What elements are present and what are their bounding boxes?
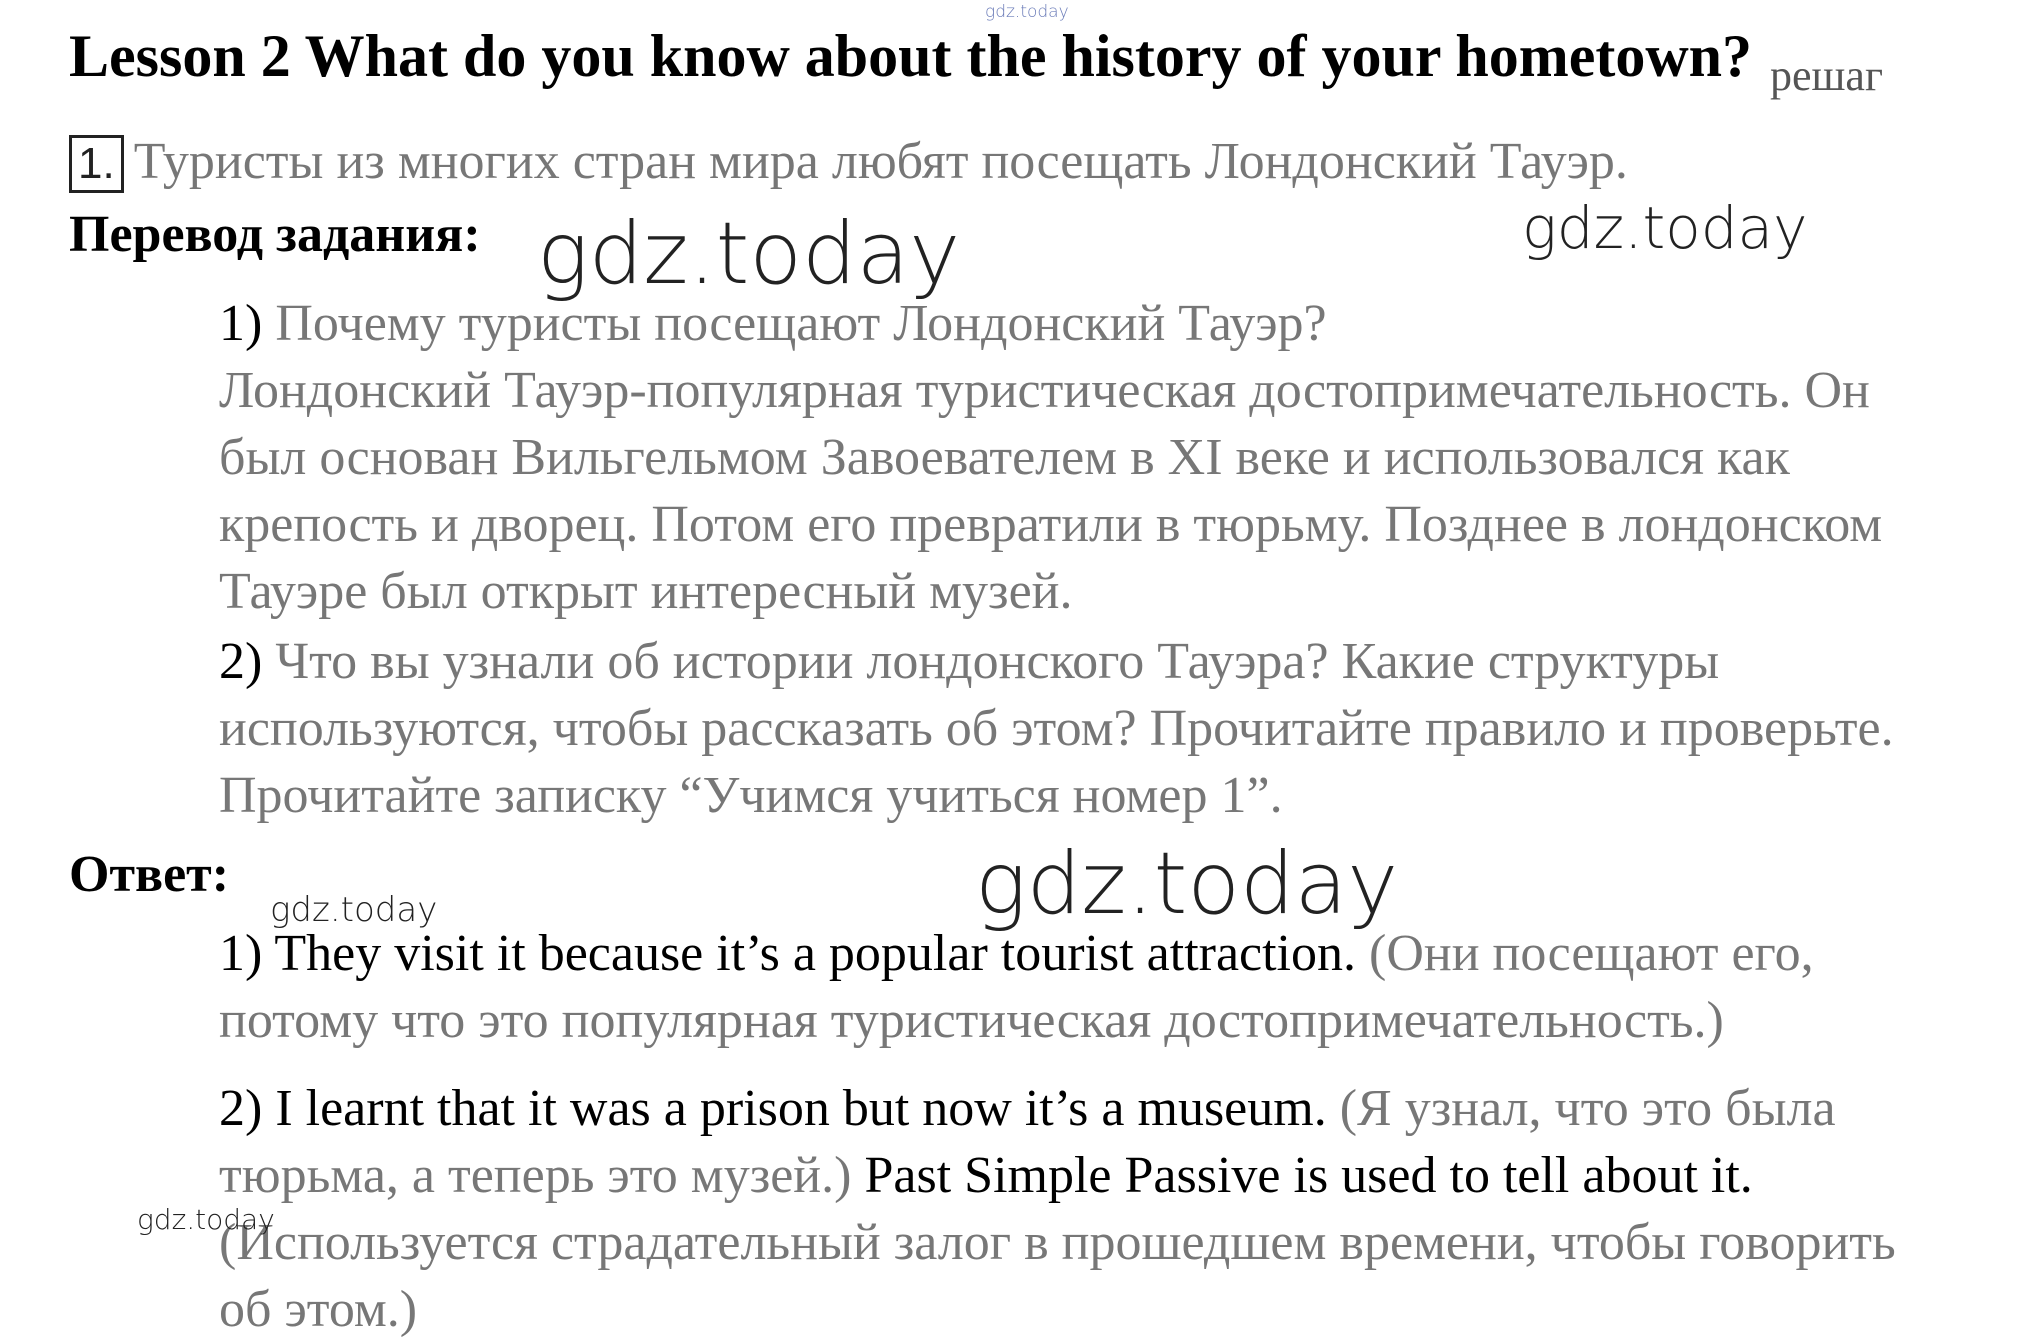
answer-2-english: I learnt that it was a prison but now it’s a museum. bbox=[275, 1080, 1327, 1137]
exercise-statement bbox=[69, 132, 1628, 193]
answer-2-russian: (Я узнал, что это была тюрьма, а теперь это музей.) bbox=[219, 1080, 1836, 1204]
answer-label: Ответ: bbox=[69, 846, 230, 903]
answer-1 bbox=[69, 920, 1949, 1054]
lesson-title: Lesson 2 What do you know about the history of your hometown? bbox=[69, 23, 1753, 89]
watermark-small-1: gdz.today bbox=[270, 890, 438, 930]
watermark-large-2: gdz.today bbox=[1522, 194, 1808, 262]
question-2-line bbox=[69, 628, 1949, 829]
answer-1-number: 1) bbox=[219, 925, 263, 982]
answer-1-line bbox=[69, 920, 1949, 1054]
exercise-number: 1. bbox=[69, 135, 124, 193]
answer-2-number: 2) bbox=[219, 1080, 263, 1137]
answer-2-line bbox=[69, 1075, 1949, 1343]
answer-2-english-extra: Past Simple Passive is used to tell about it. bbox=[864, 1147, 1753, 1204]
answer-2 bbox=[69, 1075, 1949, 1343]
watermark-small-2: gdz.today bbox=[137, 1203, 275, 1236]
question-2-text: Что вы узнали об истории лондонского Тауэра? Какие структуры используются, чтобы рассказать об этом? Прочитайте правило и проверьте. Прочитайте записку “Учимся учиться номер 1”. bbox=[219, 633, 1894, 824]
answer-1-russian: (Они посещают его, потому что это популярная туристическая достопримечательность.) bbox=[219, 925, 1814, 1049]
watermark-large-3: gdz.today bbox=[975, 834, 1399, 934]
question-1-number: 1) bbox=[219, 295, 263, 352]
translation-question-1 bbox=[69, 290, 1949, 625]
answer-1-english: They visit it because it’s a popular tourist attraction. bbox=[274, 925, 1357, 982]
translation-label: Перевод задания: bbox=[69, 206, 481, 263]
question-1-line bbox=[69, 290, 1949, 357]
watermark-large-1: gdz.today bbox=[537, 204, 961, 304]
question-1-body: Лондонский Тауэр-популярная туристическая достопримечательность. Он был основан Вильгельмом Завоевателем в XI веке и использовался как крепость и дворец. Потом его превратили в тюрьму. Позднее в лондонском Тауэре был открыт интересный музей. bbox=[219, 362, 1883, 620]
watermark-top: gdz.today bbox=[985, 2, 1069, 22]
partial-watermark-text: решаг bbox=[1770, 51, 1883, 100]
answer-2-russian-extra: (Используется страдательный залог в прошедшем времени, чтобы говорить об этом.) bbox=[219, 1214, 1896, 1338]
exercise-text: Туристы из многих стран мира любят посещать Лондонский Тауэр. bbox=[133, 133, 1628, 190]
question-2-number: 2) bbox=[219, 633, 263, 690]
question-1-text: Почему туристы посещают Лондонский Тауэр? bbox=[275, 295, 1327, 352]
translation-question-2 bbox=[69, 628, 1949, 829]
